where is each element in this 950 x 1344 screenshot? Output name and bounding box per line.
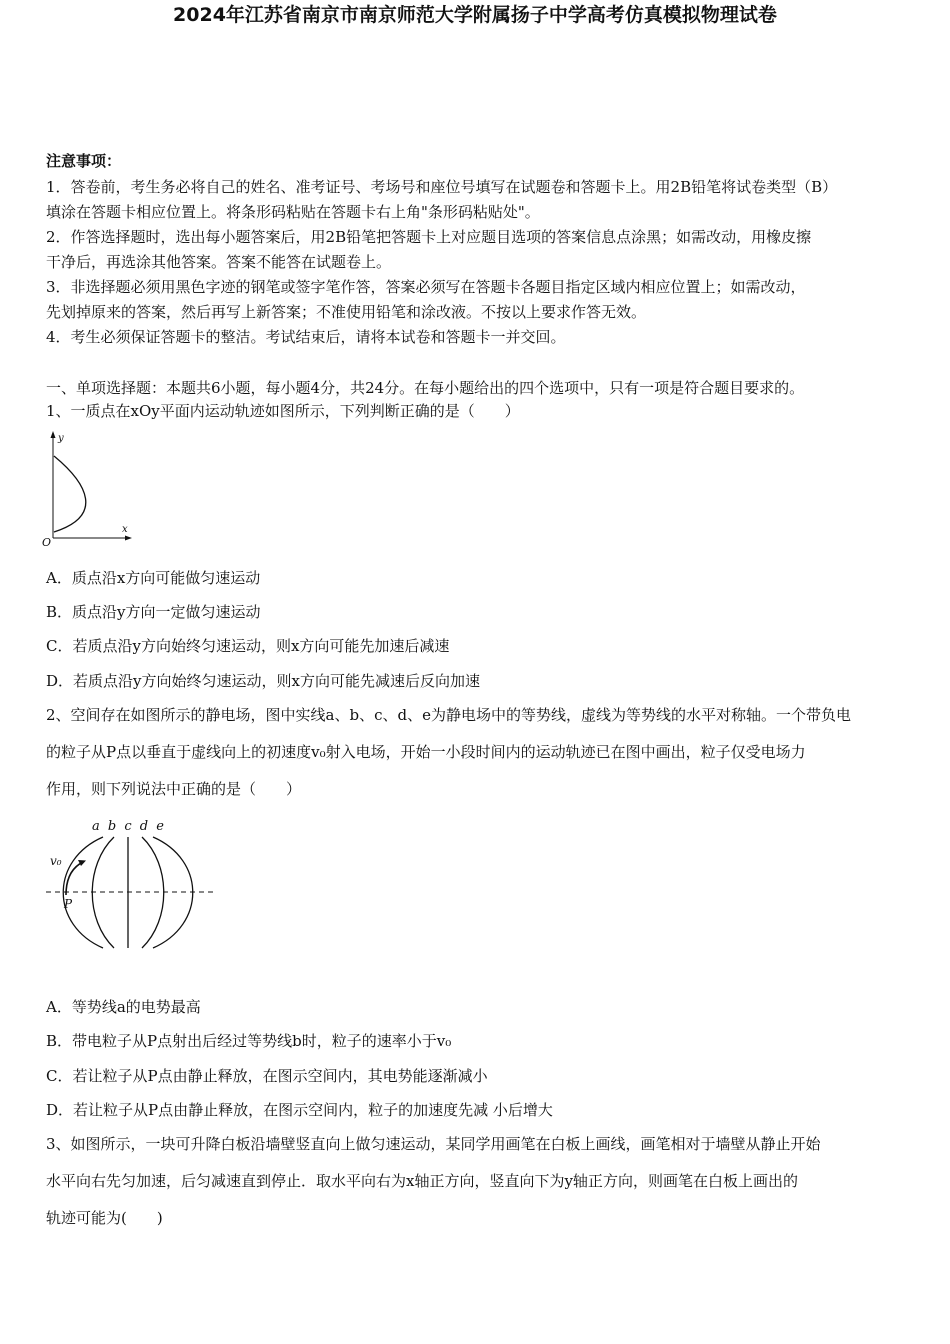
notice-line: 干净后，再选涂其他答案。答案不能答在试题卷上。 <box>46 253 392 271</box>
q1-option-c: C．若质点沿y方向始终匀速运动，则x方向可能先加速后减速 <box>46 637 450 655</box>
notice-line: 填涂在答题卡相应位置上。将条形码粘贴在答题卡右上角"条形码粘贴处"。 <box>46 203 540 221</box>
section-heading: 一、单项选择题：本题共6小题，每小题4分，共24分。在每小题给出的四个选项中，只有一项是符合题目要求的。 <box>46 379 805 397</box>
q2-option-d: D．若让粒子从P点由静止释放，在图示空间内，粒子的加速度先减 小后增大 <box>46 1101 553 1119</box>
page-title: 2024年江苏省南京市南京师范大学附属扬子中学高考仿真模拟物理试卷 <box>173 4 777 26</box>
q3-stem-line: 水平向右先匀加速，后匀减速直到停止．取水平向右为x轴正方向，竖直向下为y轴正方向，则画笔在白板上画出的 <box>46 1172 798 1190</box>
x-axis-label: x <box>122 524 128 535</box>
v0-label: v₀ <box>50 854 62 868</box>
q1-option-d: D．若质点沿y方向始终匀速运动，则x方向可能先减速后反向加速 <box>46 672 480 690</box>
origin-label: O <box>42 536 52 548</box>
notice-line: 2．作答选择题时，选出每小题答案后，用2B铅笔把答题卡上对应题目选项的答案信息点涂黑；如需改动，用橡皮擦 <box>46 228 812 246</box>
equipotential-labels: a b c d e <box>92 819 166 834</box>
q1-option-b: B．质点沿y方向一定做匀速运动 <box>46 603 261 621</box>
q3-stem-line: 3、如图所示，一块可升降白板沿墙壁竖直向上做匀速运动，某同学用画笔在白板上画线，画笔相对于墙壁从静止开始 <box>46 1135 821 1153</box>
y-axis-label: y <box>58 433 64 444</box>
q2-stem-line: 的粒子从P点以垂直于虚线向上的初速度v₀射入电场，开始一小段时间内的运动轨迹已在图中画出，粒子仅受电场力 <box>46 743 806 761</box>
q1-option-a: A．质点沿x方向可能做匀速运动 <box>46 569 261 587</box>
notice-line: 3．非选择题必须用黑色字迹的钢笔或签字笔作答，答案必须写在答题卡各题目指定区域内相应位置上；如需改动， <box>46 278 806 296</box>
q1-trajectory-figure <box>40 428 140 548</box>
p-label: P <box>64 897 73 911</box>
notice-line: 先划掉原来的答案，然后再写上新答案；不准使用铅笔和涂改液。不按以上要求作答无效。 <box>46 303 647 321</box>
notice-line: 1．答卷前，考生务必将自己的姓名、准考证号、考场号和座位号填写在试题卷和答题卡上。用2B铅笔将试卷类型（B） <box>46 178 838 196</box>
q1-stem: 1、一质点在xOy平面内运动轨迹如图所示，下列判断正确的是（ ） <box>46 402 520 420</box>
notice-heading: 注意事项： <box>46 152 122 170</box>
q3-stem-line: 轨迹可能为( ) <box>46 1209 163 1227</box>
q2-stem-line: 2、空间存在如图所示的静电场，图中实线a、b、c、d、e为静电场中的等势线，虚线为等势线的水平对称轴。一个带负电 <box>46 706 851 724</box>
q2-option-b: B．带电粒子从P点射出后经过等势线b时，粒子的速率小于v₀ <box>46 1032 452 1050</box>
q2-stem-line: 作用，则下列说法中正确的是（ ） <box>46 780 302 798</box>
q2-field-figure <box>40 815 220 955</box>
notice-line: 4．考生必须保证答题卡的整洁。考试结束后，请将本试卷和答题卡一并交回。 <box>46 328 566 346</box>
q2-option-a: A．等势线a的电势最高 <box>46 998 201 1016</box>
q2-option-c: C．若让粒子从P点由静止释放，在图示空间内，其电势能逐渐减小 <box>46 1067 488 1085</box>
